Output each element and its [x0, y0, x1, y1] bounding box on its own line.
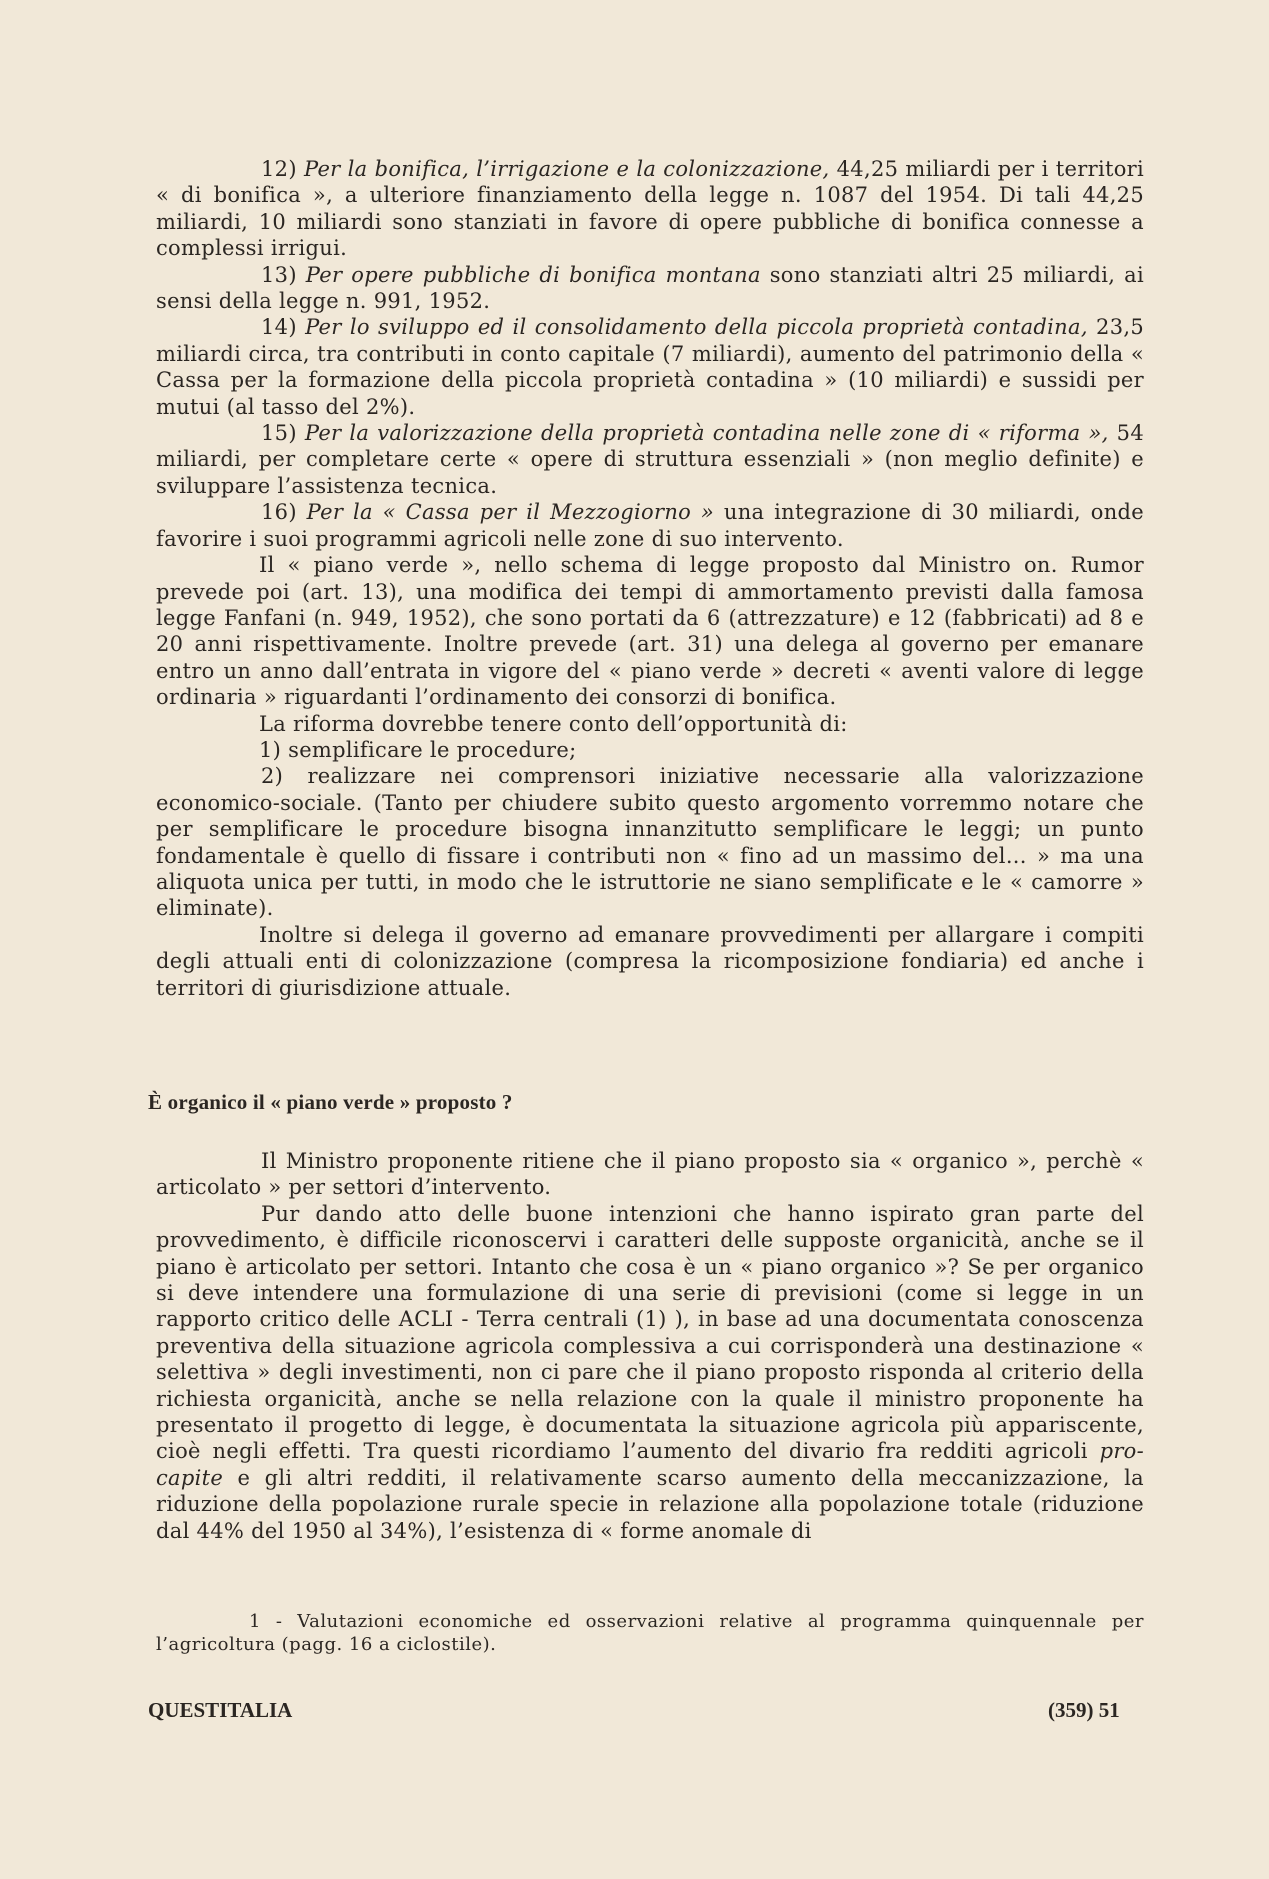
paragraph-12: 12) Per la bonifica, l’irrigazione e la colonizzazione, 44,25 miliardi per i territori « di bonifica », a ulteriore finanziamento della legge n. 1087 del 1954. Di tali 44,25 miliardi, 10 miliardi sono stanziati in favore di opere pubbliche di bonifica connesse a complessi irrigui.	[156, 157, 1144, 261]
body-text-lower	[156, 1148, 1144, 1544]
body-text-upper	[156, 156, 1144, 1001]
paragraph-14: 14) Per lo sviluppo ed il consolidamento della piccola proprietà contadina, 23,5 miliardi circa, tra contributi in conto capitale (7 miliardi), aumento del patrimonio della « Cassa per la formazione della piccola proprietà contadina » (10 miliardi) e sussidi per mutui (al tasso del 2%).	[156, 315, 1145, 419]
paragraph-organicita: Pur dando atto delle buone intenzioni che hanno ispirato gran parte del provvedimento, è difficile riconoscervi i caratteri delle supposte organicità, anche se il piano è articolato per settori. Intanto che cosa è un « piano organico »? Se per organico si deve intendere una formulazione di una serie di previsioni (come si legge in un rapporto critico delle ACLI - Terra centrali (1) ), in base ad una documentata conoscenza preventiva della situazione agricola complessiva a cui corrisponderà una destinazione « selettiva » degli investimenti, non ci pare che il piano proposto risponda al criterio della richiesta organicità, anche se nella relazione con la quale il ministro proponente ha presentato il progetto di legge, è documentata la situazione agricola più appariscente, cioè negli effetti. Tra questi ricordiamo l’aumento del divario fra redditi agricoli pro-capite e gli altri redditi, il relativamente scarso aumento della meccanizzazione, la riduzione della popolazione rurale specie in relazione alla popolazione totale (riduzione dal 44% del 1950 al 34%), l’esistenza di « forme anomale di	[156, 1201, 1144, 1543]
paragraph-delega: Inoltre si delega il governo ad emanare provvedimenti per allargare i compiti degli attuali enti di colonizzazione (compresa la ricomposizione fondiaria) ed anche i territori di giurisdizione attuale.	[156, 922, 1144, 1000]
running-footer-title: QUESTITALIA	[148, 1698, 293, 1722]
paragraph-15: 15) Per la valorizzazione della proprietà contadina nelle zone di « riforma », 54 miliardi, per completare certe « opere di struttura essenziali » (non meglio definite) e sviluppare l’assistenza tecnica.	[156, 421, 1144, 498]
footnote-text: 1 - Valutazioni economiche ed osservazioni relative al programma quinquennale per l’agricoltura (pagg. 16 a ciclostile).	[156, 1611, 1144, 1655]
paragraph-riforma-intro: La riforma dovrebbe tenere conto dell’opportunità di:	[259, 711, 848, 736]
paragraph-ministro: Il Ministro proponente ritiene che il piano proposto sia « organico », perchè « articolato » per settori d’intervento.	[156, 1149, 1144, 1200]
paragraph-piano-verde: Il « piano verde », nello schema di legge proposto dal Ministro on. Rumor prevede poi (art. 13), una modifica dei tempi di ammortamento previsti dalla famosa legge Fanfani (n. 949, 1952), che sono portati da 6 (attrezzature) e 12 (fabbricati) ad 8 e 20 anni rispettivamente. Inoltre prevede (art. 31) una delega al governo per emanare entro un anno dall’entrata in vigore del « piano verde » decreti « aventi valore di legge ordinaria » riguardanti l’ordinamento dei consorzi di bonifica.	[156, 553, 1144, 710]
section-heading: È organico il « piano verde » proposto ?	[148, 1090, 513, 1114]
list-item: 2) realizzare nei comprensori iniziative necessarie alla valorizzazione economico-sociale. (Tanto per chiudere subito questo argomento vorremmo notare che per semplificare le procedure bisogna innanzitutto semplificare le leggi; un punto fondamentale è quello di fissare i contributi non « fino ad un massimo del... » ma una aliquota unica per tutti, in modo che le istruttorie ne siano semplificate e le « camorre » eliminate).	[156, 764, 1144, 921]
paragraph-16: 16) Per la « Cassa per il Mezzogiorno » una integrazione di 30 miliardi, onde favorire i suoi programmi agricoli nelle zone di suo intervento.	[156, 500, 1144, 551]
list-item: 1) semplificare le procedure;	[259, 737, 577, 762]
paragraph-13: 13) Per opere pubbliche di bonifica montana sono stanziati altri 25 miliardi, ai sensi della legge n. 991, 1952.	[156, 262, 1144, 314]
page-number: (359) 51	[1048, 1698, 1120, 1722]
footnote	[156, 1610, 1144, 1656]
